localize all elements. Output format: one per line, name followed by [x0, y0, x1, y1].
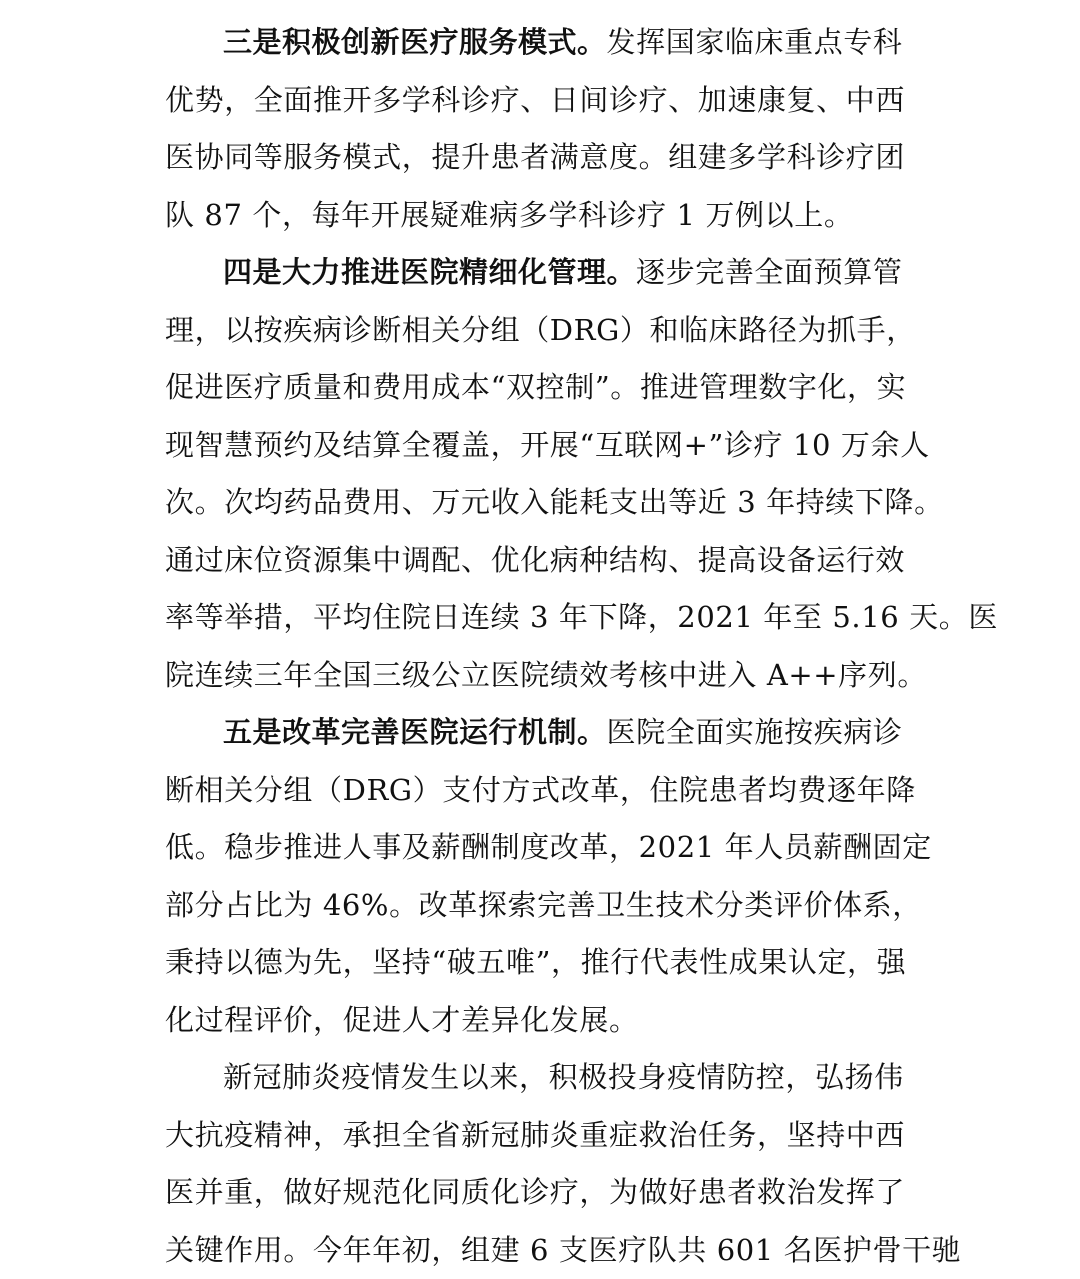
paragraph-first-line: 新冠肺炎疫情发生以来，积极投身疫情防控，弘扬伟: [165, 1049, 1080, 1107]
paragraph-line: 通过床位资源集中调配、优化病种结构、提高设备运行效: [165, 532, 1080, 590]
paragraph-line: 率等举措，平均住院日连续 3 年下降，2021 年至 5.16 天。医: [165, 589, 1080, 647]
paragraph-line: 断相关分组（DRG）支付方式改革，住院患者均费逐年降: [165, 762, 1080, 820]
paragraph-line: 次。次均药品费用、万元收入能耗支出等近 3 年持续下降。: [165, 474, 1080, 532]
paragraph-line: 队 87 个，每年开展疑难病多学科诊疗 1 万例以上。: [165, 187, 1080, 245]
paragraph-line: 院连续三年全国三级公立医院绩效考核中进入 A++序列。: [165, 647, 1080, 705]
paragraph-line: 低。稳步推进人事及薪酬制度改革，2021 年人员薪酬固定: [165, 819, 1080, 877]
paragraph-heading: 五是改革完善医院运行机制。: [223, 715, 607, 749]
paragraph-line: 理，以按疾病诊断相关分组（DRG）和临床路径为抓手，: [165, 302, 1080, 360]
paragraph-line: 关键作用。今年年初，组建 6 支医疗队共 601 名医护骨干驰: [165, 1222, 1080, 1279]
paragraph-first-line: [165, 244, 1080, 302]
paragraph-line: 促进医疗质量和费用成本“双控制”。推进管理数字化，实: [165, 359, 1080, 417]
paragraph-line: 部分占比为 46%。改革探索完善卫生技术分类评价体系，: [165, 877, 1080, 935]
paragraph: [165, 244, 1080, 704]
paragraph: [165, 14, 1080, 244]
paragraph-heading: 四是大力推进医院精细化管理。: [223, 255, 636, 289]
paragraph-line: 现智慧预约及结算全覆盖，开展“互联网+”诊疗 10 万余人: [165, 417, 1080, 475]
paragraph-first-line: [165, 704, 1080, 762]
paragraph-text: 医院全面实施按疾病诊: [607, 715, 903, 749]
paragraph: [165, 1049, 1080, 1279]
paragraph-line: 优势，全面推开多学科诊疗、日间诊疗、加速康复、中西: [165, 72, 1080, 130]
paragraph-text: 逐步完善全面预算管: [636, 255, 902, 289]
paragraph-line: 秉持以德为先，坚持“破五唯”，推行代表性成果认定，强: [165, 934, 1080, 992]
paragraph-first-line: [165, 14, 1080, 72]
paragraph-line: 医协同等服务模式，提升患者满意度。组建多学科诊疗团: [165, 129, 1080, 187]
paragraph-line: 化过程评价，促进人才差异化发展。: [165, 992, 1080, 1050]
paragraph-text: 发挥国家临床重点专科: [607, 25, 903, 59]
paragraph-line: 大抗疫精神，承担全省新冠肺炎重症救治任务，坚持中西: [165, 1107, 1080, 1165]
paragraph-heading: 三是积极创新医疗服务模式。: [223, 25, 607, 59]
paragraph-line: 医并重，做好规范化同质化诊疗，为做好患者救治发挥了: [165, 1164, 1080, 1222]
paragraph: [165, 704, 1080, 1049]
